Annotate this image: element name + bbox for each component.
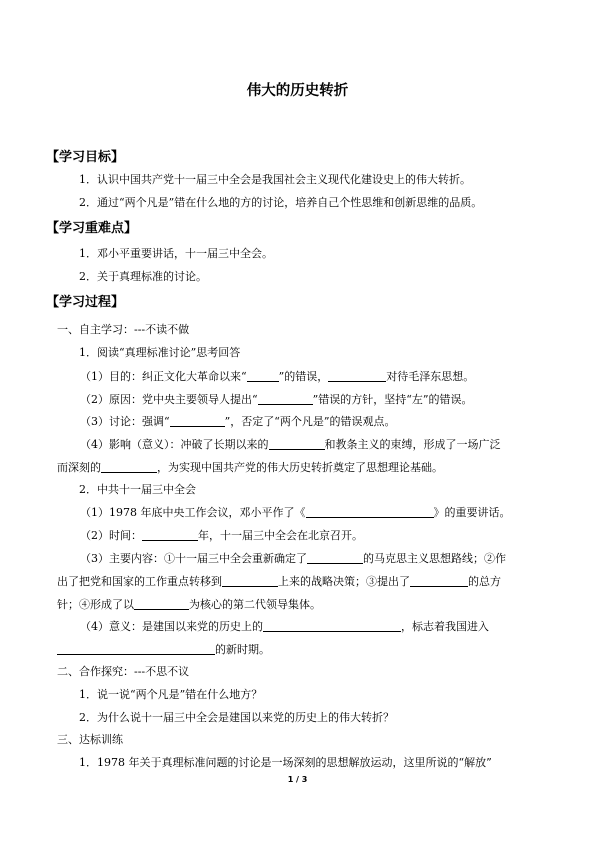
q2-item-1: （1）1978 年底中央工作会议，邓小平作了《 》的重要讲话。 — [80, 506, 511, 519]
section-heading-process: 【学习过程】 — [46, 295, 125, 310]
q2-item-4-continued: 的新时期。 — [57, 642, 270, 657]
part-3-heading: 三、达标训练 — [57, 733, 123, 746]
blank — [258, 392, 313, 405]
focus-line-1: 1．邓小平重要讲话，十一届三中全会。 — [79, 247, 273, 260]
focus-line-2: 2．关于真理标准的讨论。 — [79, 270, 207, 283]
blank — [263, 619, 401, 632]
question-2: 2．中共十一届三中全会 — [79, 483, 196, 496]
blank — [222, 574, 278, 587]
q1-item-2: （2）原因：党中央主要领导人提出“ ”错误的方针，坚持“左”的错误。 — [80, 393, 473, 406]
part-2-heading: 二、合作探究：---不思不议 — [57, 665, 190, 678]
q2-item-4: （4）意义：是建国以来党的历史上的 ，标志着我国进入 — [80, 620, 489, 633]
blank — [307, 551, 363, 564]
q2-item-2: （2）时间： 年，十一届三中全会在北京召开。 — [80, 529, 363, 542]
goal-line-1: 1．认识中国共产党十一届三中全会是我国社会主义现代化建设史上的伟大转折。 — [79, 173, 471, 186]
blank — [269, 437, 325, 450]
section-heading-focus: 【学习重难点】 — [46, 221, 138, 236]
part-2-question-2: 2．为什么说十一届三中全会是建国以来党的历史上的伟大转折？ — [79, 711, 394, 724]
blank — [410, 574, 468, 587]
part-3-question-1: 1．1978 年关于真理标准问题的讨论是一场深刻的思想解放运动，这里所说的“解放” — [79, 756, 492, 769]
q1-item-3: （3）讨论：强调“ ”，否定了“两个凡是”的错误观点。 — [80, 415, 396, 428]
q2-item-3-continued: 出了把党和国家的工作重点转移到 上来的战略决策；③提出了 的总方 — [57, 575, 501, 588]
blank — [170, 414, 225, 427]
page-number: 1 / 3 — [287, 775, 308, 784]
part-2-question-1: 1．说一说“两个凡是”错在什么地方？ — [79, 688, 263, 701]
q1-item-1: （1）目的：纠正文化大革命以来“ ”的错误， 对待毛泽东思想。 — [80, 370, 475, 383]
question-1: 1．阅读“真理标准讨论”思考回答 — [79, 346, 241, 359]
blank — [247, 369, 279, 382]
q1-item-4: （4）影响（意义）：冲破了长期以来的 和教条主义的束缚，形成了一场广泛 — [80, 438, 501, 451]
blank — [328, 369, 386, 382]
page-title: 伟大的历史转折 — [246, 83, 349, 99]
section-heading-goals: 【学习目标】 — [46, 150, 125, 165]
blank — [101, 460, 157, 473]
part-1-heading: 一、自主学习：---不读不做 — [57, 323, 190, 336]
blank — [306, 505, 434, 518]
q1-item-4-continued: 而深刻的 ，为实现中国共产党的伟大历史转折奠定了思想理论基础。 — [57, 461, 443, 474]
blank — [142, 528, 198, 541]
blank — [134, 597, 189, 610]
q2-item-3: （3）主要内容：①十一届三中全会重新确定了 的马克思主义思想路线；②作 — [80, 552, 506, 565]
goal-line-2: 2．通过“两个凡是”错在什么地的方的讨论，培养自己个性思维和创新思维的品质。 — [79, 196, 483, 209]
blank — [57, 642, 215, 655]
q2-item-3-end: 针；④形成了以 为核心的第二代领导集体。 — [57, 598, 321, 611]
